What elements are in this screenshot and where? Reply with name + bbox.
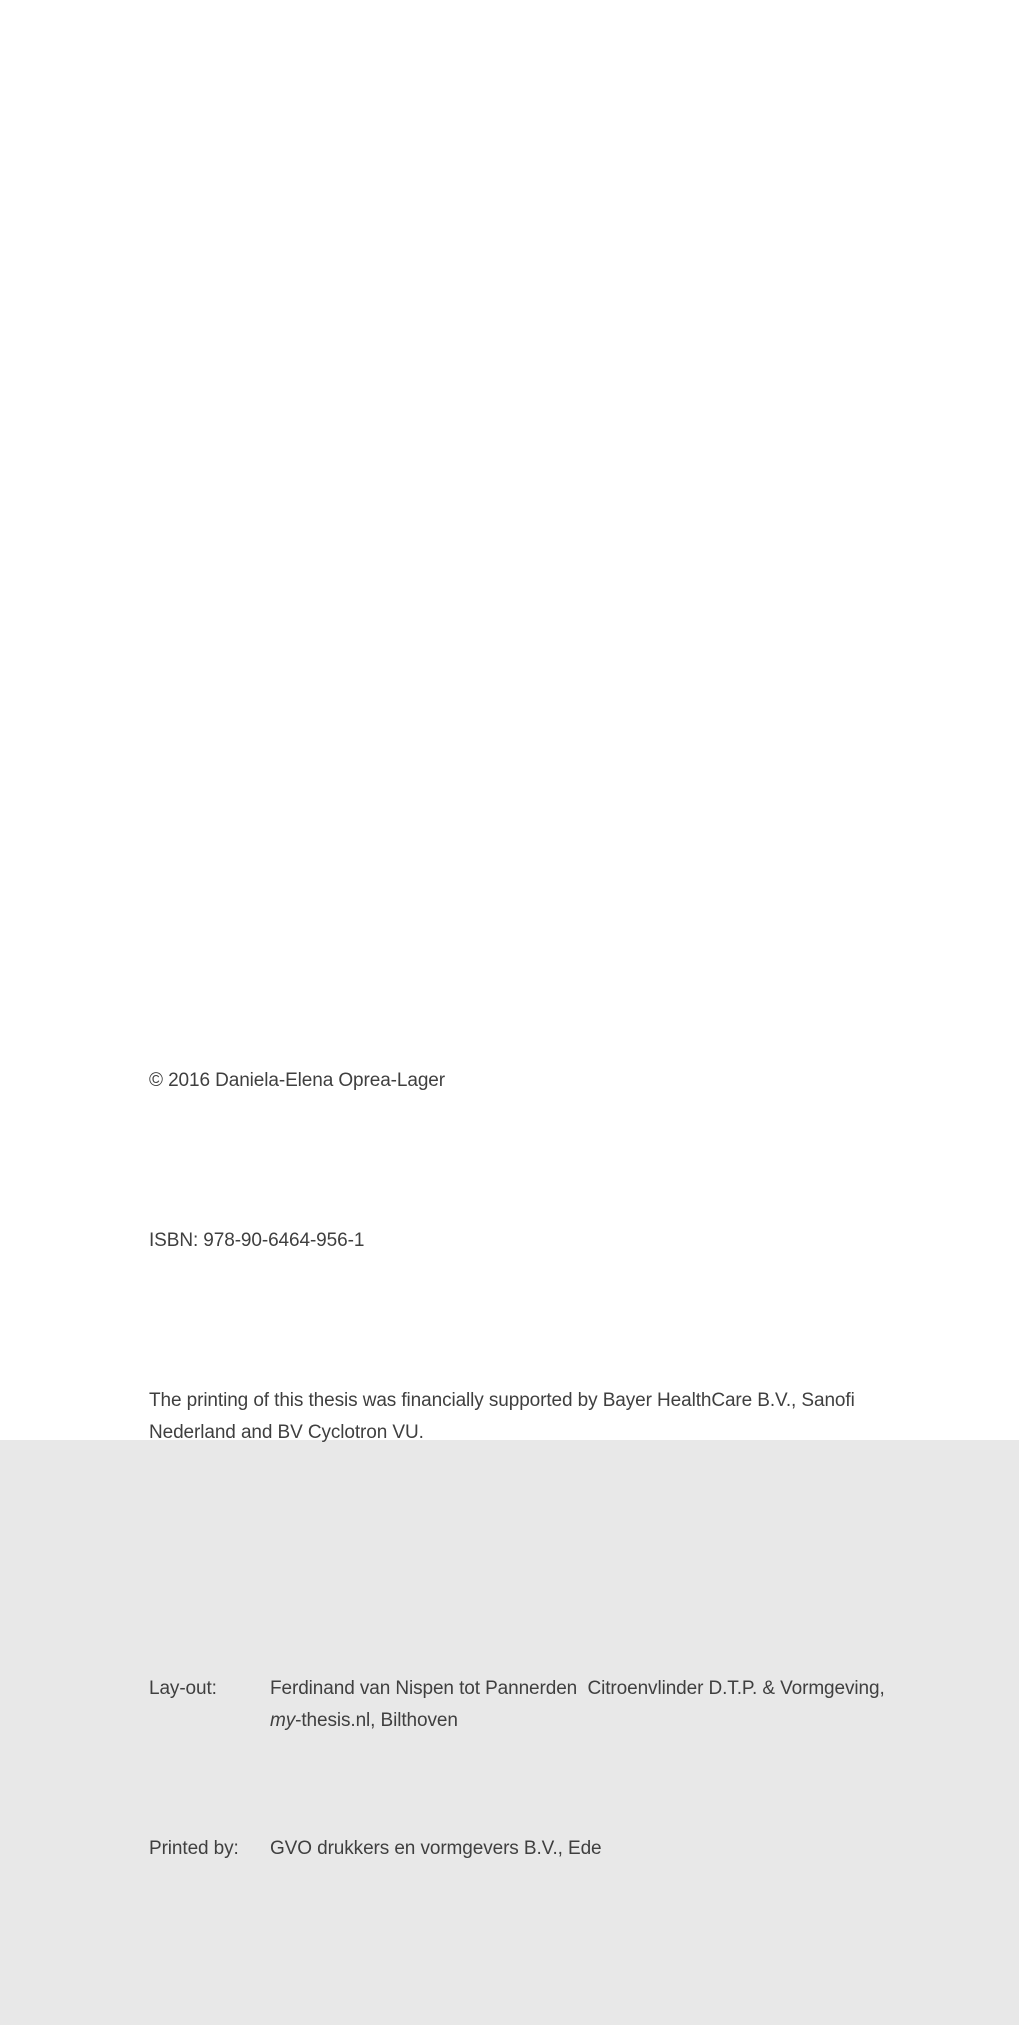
layout-credit-row [149,1673,939,1737]
colophon-block [149,969,939,2025]
layout-credit-value-line2-rest: -thesis.nl, Bilthoven [295,1710,458,1731]
layout-credit-value [270,1673,939,1737]
printer-credit-value: GVO drukkers en vormgevers B.V., Ede [270,1838,602,1859]
copyright-line: © 2016 Daniela-Elena Oprea-Lager [149,1070,445,1091]
credits-list [149,1577,939,1961]
funding-note-line1: The printing of this thesis was financially supported by Bayer HealthCare B.V., Sanofi [149,1390,855,1411]
layout-credit-value-line2-italic: my [270,1710,296,1731]
layout-credit-label: Lay-out: [149,1678,217,1699]
funding-note [149,1385,939,1449]
funding-note-line2: Nederland and BV Cyclotron VU. [149,1422,424,1443]
isbn-line: ISBN: 978-90-6464-956-1 [149,1230,365,1251]
layout-credit-value-line1: Ferdinand van Nispen tot Pannerden Citroenvlinder D.T.P. & Vormgeving, [270,1678,885,1699]
printer-credit-row [149,1833,939,1865]
printer-credit-label: Printed by: [149,1838,239,1859]
